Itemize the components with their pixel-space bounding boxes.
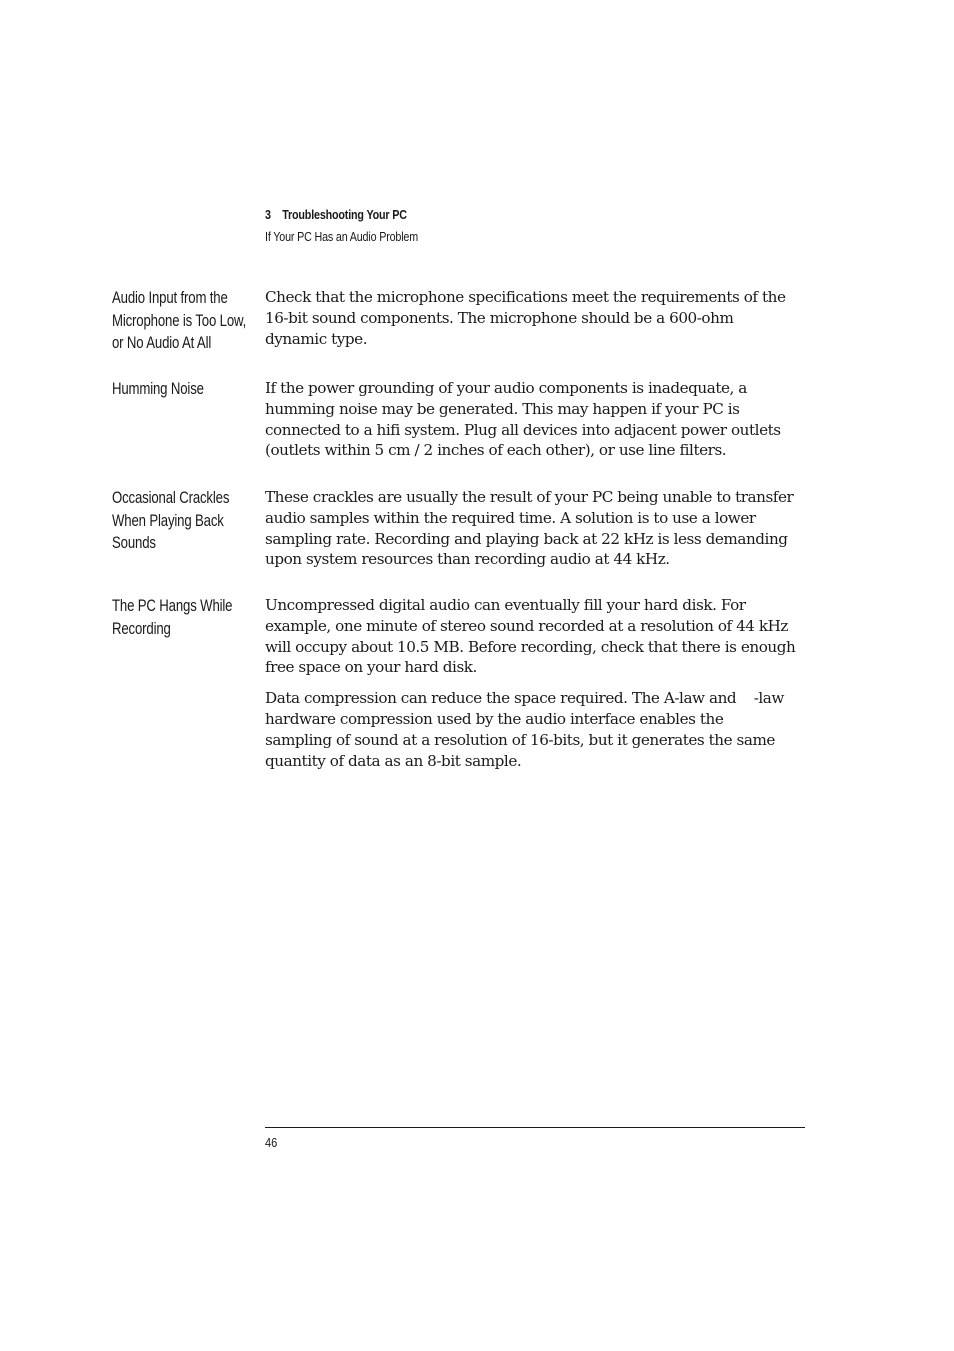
chapter-heading <box>265 206 418 224</box>
body-paragraph <box>265 287 810 349</box>
topic-body <box>265 487 810 570</box>
topic-label-line: Sounds <box>112 534 156 552</box>
body-line: sampling rate. Recording and playing back at 22 kHz is less demanding <box>265 529 788 548</box>
body-line: humming noise may be generated. This may happen if your PC is <box>265 399 740 418</box>
topic-label <box>112 287 248 355</box>
body-line: connected to a hifi system. Plug all devices into adjacent power outlets <box>265 420 781 439</box>
topic-label <box>112 378 248 401</box>
body-line: Check that the microphone specifications meet the requirements of the <box>265 288 786 306</box>
topic-body <box>265 287 810 349</box>
body-line: 16-bit sound components. The microphone should be a 600-ohm <box>265 308 734 327</box>
body-paragraph <box>265 595 810 678</box>
body-line: quantity of data as an 8-bit sample. <box>265 751 522 770</box>
body-line: dynamic type. <box>265 329 368 348</box>
page-number: 46 <box>265 1135 278 1150</box>
body-line: These crackles are usually the result of your PC being unable to transfer <box>265 488 794 506</box>
topic-label-line: Humming Noise <box>112 380 204 398</box>
topic-label-line: Microphone is Too Low, <box>112 311 247 330</box>
topic-label-line: When Playing Back <box>112 511 224 530</box>
footer-rule <box>265 1127 805 1128</box>
body-line: Data compression can reduce the space required. The A-law and -law <box>265 689 784 708</box>
body-line: If the power grounding of your audio components is inadequate, a <box>265 379 747 397</box>
chapter-number: 3 <box>265 208 271 222</box>
body-line: will occupy about 10.5 MB. Before recording, check that there is enough <box>265 637 796 656</box>
body-line: sampling of sound at a resolution of 16-bits, but it generates the same <box>265 730 775 749</box>
body-paragraph <box>265 487 810 570</box>
body-line: example, one minute of stereo sound recorded at a resolution of 44 kHz <box>265 616 788 635</box>
body-line: upon system resources than recording audio at 44 kHz. <box>265 550 670 569</box>
body-paragraph <box>265 688 810 771</box>
section-title: If Your PC Has an Audio Problem <box>265 230 419 244</box>
topic-label-line: Recording <box>112 619 171 638</box>
body-line: hardware compression used by the audio interface enables the <box>265 709 724 728</box>
topic-label-line: Audio Input from the <box>112 289 228 307</box>
body-line: free space on your hard disk. <box>265 658 477 677</box>
topic-label-line: The PC Hangs While <box>112 597 233 615</box>
chapter-title: Troubleshooting Your PC <box>282 208 407 222</box>
topic-label <box>112 487 248 555</box>
topic-label-line: or No Audio At All <box>112 334 212 352</box>
running-header <box>265 206 418 246</box>
body-paragraph <box>265 378 810 461</box>
body-line: audio samples within the required time. A solution is to use a lower <box>265 508 756 527</box>
body-line: (outlets within 5 cm / 2 inches of each other), or use line filters. <box>265 441 727 460</box>
topic-label <box>112 595 248 640</box>
body-line: Uncompressed digital audio can eventually fill your hard disk. For <box>265 596 746 614</box>
topic-body <box>265 378 810 461</box>
topic-body <box>265 595 810 771</box>
topic-label-line: Occasional Crackles <box>112 489 230 507</box>
